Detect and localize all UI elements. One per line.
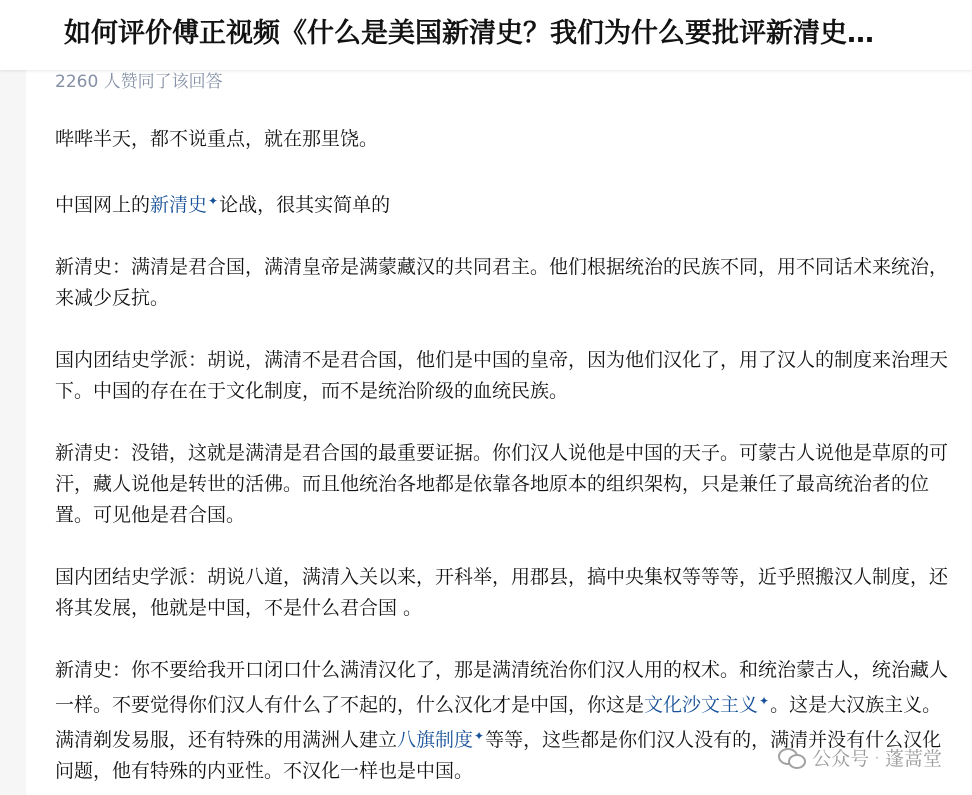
answer-paragraph: 新清史：没错，这就是满清是君合国的最重要证据。你们汉人说他是中国的天子。可蒙古人说他是草原的可汗，藏人说他是转世的活佛。而且他统治各地都是依靠各地原本的组织架构，只是兼任了最高统治者的位置。可见他是君合国。 [55,442,949,526]
paragraph-text: 中国网上的 [55,194,151,216]
watermark-source: 公众号 [812,748,870,770]
question-title[interactable]: 如何评价傅正视频《什么是美国新清史？我们为什么要批评新清史… [64,18,874,49]
answer-paragraph: 哔哔半天，都不说重点，就在那里饶。 [55,128,379,150]
paragraph-text: 论战，很其实简单的 [219,194,391,216]
upvote-count: 2260 人赞同了该回答 [55,72,223,92]
paragraph-text: 等等，这些都是你们汉人没有的，满清并没有什么汉化问题，他有特殊的内亚性。不汉化一样也是中国。 [55,729,942,782]
answer-paragraph: 国内团结史学派：胡说八道，满清入关以来，开科举，用郡县，搞中央集权等等等，近乎照搬汉人制度，还将其发展，他就是中国，不是什么君合国 。 [55,566,949,619]
keyword-link-eight-banners[interactable]: 八旗制度 [397,729,474,751]
wechat-watermark [778,744,942,771]
sparkle-icon: ✦ [759,694,770,708]
answer-card [26,70,972,795]
keyword-link-xinqingshi[interactable]: 新清史 [150,194,208,216]
wechat-icon [778,747,806,769]
answer-paragraph: 新清史：满清是君合国，满清皇帝是满蒙藏汉的共同君主。他们根据统治的民族不同，用不同话术来统治，来减少反抗。 [55,256,949,309]
paragraph-text: 新清史：你不要给我开口闭口什么满清汉化了，那是满清统治你们汉人用的权术。和统治蒙古人，统治藏人一样。不要觉得你们汉人有什么了不起的，什么汉化才是中国，你这是 [55,659,949,716]
answer-paragraph: 国内团结史学派：胡说，满清不是君合国，他们是中国的皇帝，因为他们汉化了，用了汉人的制度来治理天下。中国的存在在于文化制度，而不是统治阶级的血统民族。 [55,349,949,402]
watermark-separator: · [875,750,879,765]
keyword-link-cultural-chauvinism[interactable]: 文化沙文主义 [644,694,759,716]
watermark-name: 蓬蒿堂 [884,748,942,770]
answer-paragraph [55,186,955,221]
answer-content [55,70,955,787]
paragraph-text: 。这是大汉族主义。满清剃发易服，还有特殊的用满洲人建立 [55,694,942,751]
question-header [0,0,972,70]
sparkle-icon: ✦ [208,194,219,208]
sparkle-icon: ✦ [474,729,485,743]
